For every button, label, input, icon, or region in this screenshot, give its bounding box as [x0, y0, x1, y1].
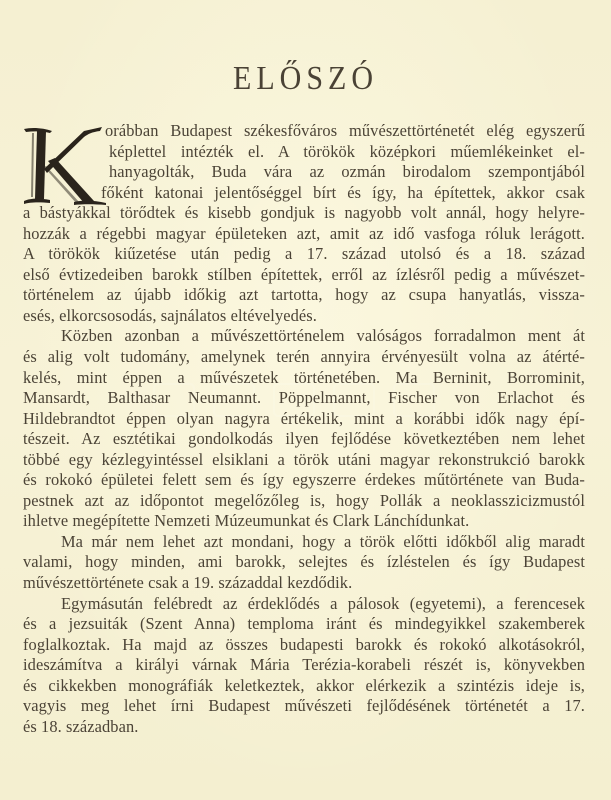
text-line: ideszámítva a királyi várnak Mária Terézia-korabeli részét is, könyvekben: [23, 655, 585, 675]
text-line: ihletve megépítette Nemzeti Múzeumunkat és Clark Lánchídunkat.: [23, 511, 470, 531]
text-line: és 18. században.: [23, 716, 139, 736]
text-line: hanyagolták, Buda vára az ozmán birodalom szempontjából: [109, 162, 585, 182]
text-line: és rokokó épületei felett sem és így egyszerre érdekes műtörténete van Buda-: [23, 470, 585, 490]
text-line: és a jezsuiták (Szent Anna) temploma iránt és mindegyikkel szakemberek: [23, 614, 585, 634]
text-line: pestnek azt az időpontot megelőzőleg is, hogy Pollák a neoklasszicizmustól: [23, 490, 585, 510]
text-line: történelem az újabb időkig azt tartotta, hogy az csupa hanyatlás, vissza-: [23, 285, 585, 305]
text-line: első évtizedeiben barokk stílben építettek, erről az ízlésről pedig a művészet-: [23, 264, 585, 284]
text-line: kelés, mint éppen a művészetek történetében. Ma Berninit, Borrominit,: [23, 367, 585, 387]
paragraph-4: [23, 594, 585, 738]
text-line: és cikkekben monográfiák keletkeztek, akkor elérkezik a szintézis ideje is,: [23, 675, 585, 695]
text-line: képlettel intézték el. A törökök középkori műemlékeinket el-: [109, 141, 585, 161]
paragraph-1: [23, 121, 585, 326]
text-line: foglalkoztak. Ha majd az összes budapesti barokk és rokokó alkotásokról,: [23, 634, 585, 654]
text-line: tészeit. Az esztétikai gondolkodás ilyen fejlődése következtében nem lehet: [23, 429, 585, 449]
text-line: Hildebrandtot éppen olyan nagyra értékelik, mint a korábbi idők nagy épí-: [23, 408, 585, 428]
text-line: valami, hogy minden, ami barokk, selejtes és ízléstelen és így Budapest: [23, 552, 585, 572]
page-title: ELŐSZÓ: [233, 60, 378, 98]
text-line: többé egy kézlegyintéssel elsiklani a török utáni magyar rekonstrukció barokk: [23, 449, 585, 469]
text-line: Egymásután felébredt az érdeklődés a pálosok (egyetemi), a ferencesek: [61, 593, 585, 613]
text-line: művészettörténete csak a 19. századdal kezdődik.: [23, 573, 353, 593]
text-line: hozzák a régebbi magyar épületeken azt, amit az idő vasfoga róluk lerágott.: [23, 223, 585, 243]
text-line: Mansardt, Balthasar Neumannt. Pöppelmannt, Fischer von Erlachot és: [23, 388, 585, 408]
paragraph-3: [23, 532, 585, 594]
text-line: főként katonai jelentőséggel bírt és így, ha építettek, akkor csak: [101, 182, 585, 202]
text-line: és alig volt tudomány, amelynek terén annyira érvényesült volna az átérté-: [23, 347, 585, 367]
text-line: Közben azonban a művészettörténelem valóságos forradalmon ment át: [61, 326, 585, 346]
text-line: Ma már nem lehet azt mondani, hogy a török előtti időkből alig maradt: [61, 531, 585, 551]
paragraph-2: [23, 326, 585, 531]
text-line: esés, elkorcsosodás, sajnálatos eltévelyedés.: [23, 305, 317, 325]
text-line: a bástyákkal törődtek és kisebb gondjuk is nagyobb volt annál, hogy helyre-: [23, 203, 585, 223]
body-text: [23, 121, 585, 737]
text-line: vagyis meg lehet írni Budapest művészeti fejlődésének történetét a 17.: [23, 696, 585, 716]
text-line: A törökök kiűzetése után pedig a 17. század utolsó és a 18. század: [23, 244, 585, 264]
text-line: orábban Budapest székesfőváros művészettörténetét elég egyszerű: [105, 121, 585, 140]
